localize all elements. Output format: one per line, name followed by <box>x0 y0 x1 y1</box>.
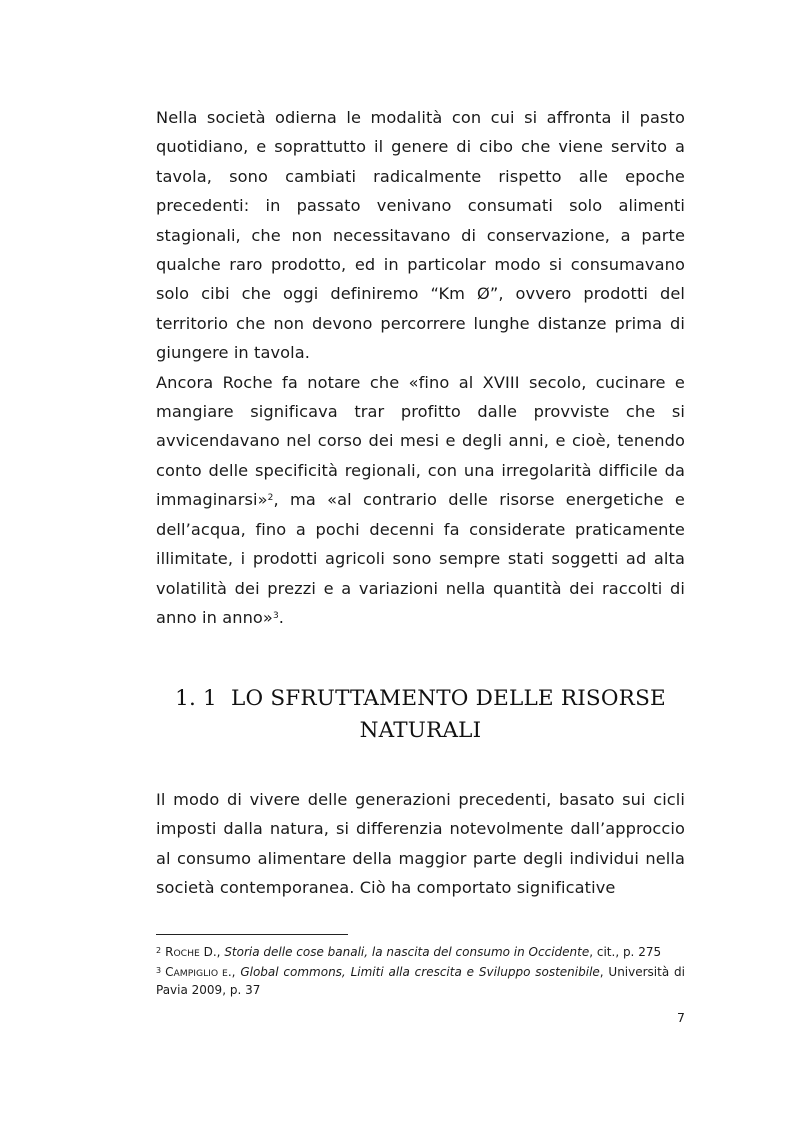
section-heading <box>156 683 685 747</box>
footnotes <box>156 942 685 999</box>
page-number: 7 <box>677 1010 685 1025</box>
section-number: 1. 1 <box>175 686 217 711</box>
footnote-3-author-tail: ., <box>227 965 241 979</box>
footnote-2-author-rest: OCHE <box>173 948 200 959</box>
footnote-2-author-initial: R <box>165 945 174 959</box>
footnote-2-author-tail: D., <box>199 945 225 959</box>
paragraph-2-part-1: Ancora Roche fa notare che «fino al XVIII secolo, cucinare e mangiare significava trar profitto dalle provviste che si avvicendavano nel corso dei mesi e degli anni, e cioè, tenendo conto delle specificità regionali, con una irregolarità difficile da immaginarsi» <box>156 372 685 510</box>
section-title: LO SFRUTTAMENTO DELLE RISORSE NATURALI <box>230 686 666 743</box>
body-text-2 <box>156 785 685 903</box>
footnote-3-rest: , Università di Pavia 2009, p. 37 <box>156 965 685 997</box>
paragraph-1: Nella società odierna le modalità con cui si affronta il pasto quotidiano, e soprattutto il genere di cibo che viene servito a tavola, sono cambiati radicalmente rispetto alle epoche precedenti: in passato venivano consumati solo alimenti stagionali, che non necessitavano di conservazione, a parte qualche raro prodotto, ed in particolar modo si consumavano solo cibi che oggi definiremo “Km Ø”, ovvero prodotti del territorio che non devono percorrere lunghe distanze prima di giungere in tavola. <box>156 108 685 363</box>
footnote-3-mark: 3 <box>156 966 162 975</box>
footnote-3 <box>156 962 685 999</box>
footnote-ref-2[interactable]: 2 <box>267 493 274 504</box>
footnote-2-mark: 2 <box>156 946 162 955</box>
paragraph-2-part-2: , ma «al contrario delle risorse energetiche e dell’acqua, fino a pochi decenni fa considerate praticamente illimitate, i prodotti agricoli sono sempre stati soggetti ad alta volatilità dei prezzi e a variazioni nella quantità dei raccolti di anno in anno» <box>156 490 685 627</box>
footnote-ref-3[interactable]: 3 <box>272 610 279 621</box>
paragraph-3: Il modo di vivere delle generazioni precedenti, basato sui cicli imposti dalla natura, si differenzia notevolmente dall’approccio al consumo alimentare della maggior parte degli individui nella società contemporanea. Ciò ha comportato significative <box>156 790 685 898</box>
footnote-2 <box>156 942 685 962</box>
paragraph-2-part-3: . <box>278 607 285 627</box>
paragraph-2 <box>156 368 685 633</box>
footnote-separator <box>156 934 348 935</box>
footnote-2-rest: , cit., p. 275 <box>589 945 662 959</box>
body-text <box>156 103 685 632</box>
footnote-3-author-initial: C <box>165 965 174 979</box>
footnote-3-title: Global commons, Limiti alla crescita e Sviluppo sostenibile <box>240 965 600 979</box>
footnote-2-title: Storia delle cose banali, la nascita del consumo in Occidente <box>224 945 590 959</box>
footnote-3-author-rest: AMPIGLIO E <box>173 968 228 979</box>
